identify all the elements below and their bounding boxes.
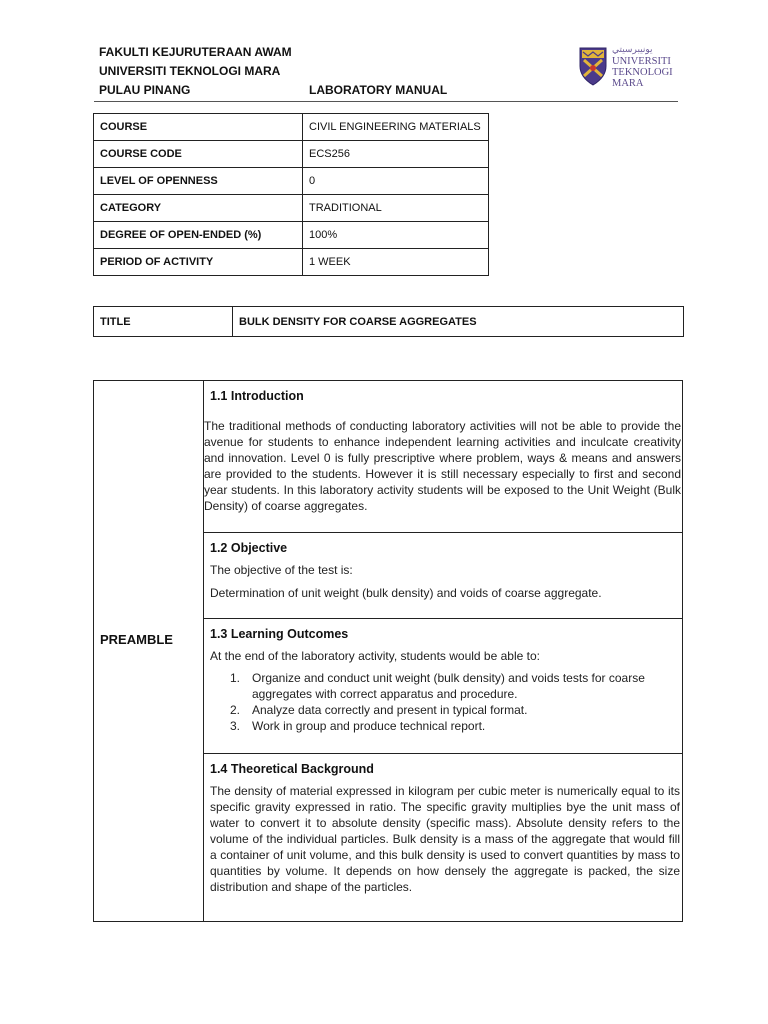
logo-line-2: TEKNOLOGI [612,66,673,78]
objective-section [204,533,682,619]
introduction-section [204,381,682,533]
section-heading: 1.2 Objective [210,541,288,555]
info-label: LEVEL OF OPENNESS [94,168,303,195]
info-label: PERIOD OF ACTIVITY [94,249,303,276]
background-text: The density of material expressed in kilogram per cubic meter is numerically equal to its specific gravity expressed in ratio. The specific gravity multiplies bye the unit mass of water to convert it to absolute density (specific mass). Absolute density refers to the volume of the individual particles. Bulk density is a mass of the aggregate that would fill a container of unit volume, and this bulk density is used to convert quantities by mass to quantities by volume. It depends on how densely the aggregate is packed, the size distribution and shape of the particles. [210,784,680,894]
list-item [230,670,682,702]
info-value: 0 [303,168,489,195]
objective-text: Determination of unit weight (bulk density) and voids of coarse aggregate. [210,586,602,600]
list-number: 3. [230,719,241,733]
header-divider [94,101,678,102]
list-number: 2. [230,703,241,717]
title-value: BULK DENSITY FOR COARSE AGGREGATES [233,307,684,337]
list-item [230,718,682,734]
campus-name: PULAU PINANG [99,83,191,97]
table-row [94,222,489,249]
table-row [94,195,489,222]
preamble-content [204,381,682,921]
preamble-table [93,380,683,922]
info-value: 100% [303,222,489,249]
table-row [94,307,684,337]
title-table [93,306,684,337]
info-label: CATEGORY [94,195,303,222]
table-row [94,114,489,141]
manual-title: LABORATORY MANUAL [309,83,448,97]
logo-line-1: UNIVERSITI [612,55,671,67]
info-value: 1 WEEK [303,249,489,276]
objective-lead: The objective of the test is: [210,563,353,577]
document-header [99,43,447,100]
info-value: ECS256 [303,141,489,168]
introduction-text: The traditional methods of conducting laboratory activities will not be able to provide the avenue for students to enhance independent learning activities and inculcate creativity and innovation. Level 0 is fully prescriptive where problem, ways & means and answers are provided to the students. However it is still necessary especially to first and second year students. In this laboratory activity students will be exposed to the Unit Weight (Bulk Density) of coarse aggregates. [204,419,681,513]
table-row [94,249,489,276]
info-label: COURSE [94,114,303,141]
table-row [94,168,489,195]
theoretical-background-section [204,754,682,922]
list-text: Organize and conduct unit weight (bulk density) and voids tests for coarse aggregates with correct apparatus and procedure. [252,671,645,701]
info-value: CIVIL ENGINEERING MATERIALS [303,114,489,141]
university-logo [578,40,680,92]
preamble-label: PREAMBLE [100,632,173,647]
list-item [230,702,682,718]
learning-outcomes-section [204,619,682,754]
table-row [94,141,489,168]
faculty-name: FAKULTI KEJURUTERAAN AWAM [99,45,292,59]
course-info-table [93,113,489,276]
list-text: Analyze data correctly and present in typical format. [252,703,528,717]
section-heading: 1.4 Theoretical Background [210,762,374,776]
title-label: TITLE [94,307,233,337]
list-text: Work in group and produce technical report. [252,719,486,733]
info-label: COURSE CODE [94,141,303,168]
info-value: TRADITIONAL [303,195,489,222]
list-number: 1. [230,671,241,685]
section-heading: 1.1 Introduction [210,389,304,403]
university-name: UNIVERSITI TEKNOLOGI MARA [99,64,281,78]
logo-line-3: MARA [612,77,644,89]
section-heading: 1.3 Learning Outcomes [210,627,349,641]
crest-icon [578,46,608,86]
logo-jawi-text: ﯾﻮﻧﯿﺒﺮﺳﯿﺘﻲ [612,43,653,54]
outcomes-list [230,670,682,734]
outcomes-intro: At the end of the laboratory activity, students would be able to: [210,649,540,663]
preamble-label-cell [94,381,204,921]
info-label: DEGREE OF OPEN-ENDED (%) [94,222,303,249]
